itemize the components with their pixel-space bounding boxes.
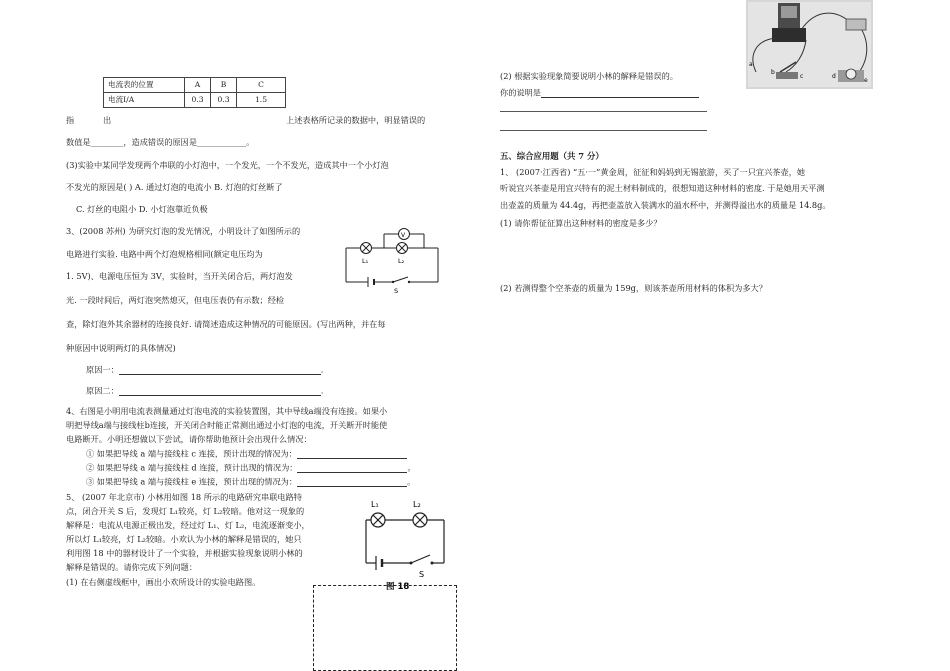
table-cell: B [211, 78, 237, 93]
terminal-c-label: c [800, 73, 804, 80]
terminal-d-label: d [832, 73, 836, 80]
table-row [104, 93, 286, 108]
answer-line[interactable] [119, 365, 321, 375]
r1-line-2: 听说宜兴茶壶是用宜兴特有的泥土材料制成的，很想知道这种材料的密度. 于是她用天平测 [500, 183, 825, 193]
drawing-box[interactable] [313, 585, 457, 671]
q3-line-2: 不发光的原因是( ) A. 通过灯泡的电流小 B. 灯泡的灯丝断了 [66, 182, 283, 192]
answer-line[interactable] [500, 130, 707, 131]
text-chu: 出 [103, 115, 112, 125]
q2-line-1: (2) 根据实验现象简要说明小林的解释是错误的。 [500, 71, 678, 81]
answer-line[interactable] [297, 449, 407, 459]
section-5-title: 五、综合应用题（共 7 分） [500, 151, 604, 161]
reason-1: 原因一： . [86, 364, 324, 375]
circuit-figure-voltmeter [340, 228, 444, 294]
terminal-b-label: b [771, 69, 775, 76]
p3-line-3: 1. 5V)、电源电压恒为 3V，实验时，当开关闭合后，两灯泡发 [66, 271, 293, 281]
text-zhi: 指 [66, 115, 75, 125]
fig18-switch-label: S [419, 570, 425, 579]
q3-line-3: C. 灯丝的电阻小 D. 小灯泡靠近负极 [76, 204, 208, 214]
text-table-tail: 上述表格所记录的数据中，明显错误的 [286, 115, 426, 125]
r1-line-3: 出壶盖的质量为 44.4g，再把壶盖放入装满水的溢水杯中，并测得溢出水的质量是 14.8g。 [500, 200, 831, 210]
r1-line-1: 1、 (2007·江西省) “五·一”黄金周，征征和妈妈到无锡旅游，买了一只宜兴茶壶，她 [500, 167, 806, 177]
reason-2-label: 原因二： [86, 385, 119, 396]
p4-item-2-text: ② 如果把导线 a 端与接线柱 d 连接，预计出现的情况为： [86, 462, 298, 473]
table-cell: 电流表的位置 [104, 78, 185, 93]
apparatus-photo [746, 0, 873, 89]
q2-line-2 [500, 88, 699, 98]
current-table [103, 77, 286, 108]
table-cell: 0.3 [211, 93, 237, 108]
q3-line-1: (3)实验中某同学发现两个串联的小灯泡中，一个发光，一个不发光，造成其中一个小灯泡 [66, 160, 389, 170]
p3-line-1: 3、(2008 苏州) 为研究灯泡的发光情况，小明设计了如图所示的 [66, 226, 301, 236]
p5-line-1: 5、 (2007 年北京市) 小林用如图 18 所示的电路研究串联电路特 [66, 492, 302, 502]
table-cell: C [237, 78, 286, 93]
p4-item-2: ② 如果把导线 a 端与接线柱 d 连接，预计出现的情况为： 。 [86, 462, 416, 473]
lamp-l1-label: L₁ [362, 257, 369, 265]
p5-line-4: 所以灯 L₁较亮，灯 L₂较暗。小欢认为小林的解释是错误的，她只 [66, 534, 302, 544]
terminal-e-label: e [864, 77, 868, 84]
p3-line-2: 电路进行实验. 电路中两个灯泡规格相同(额定电压均为 [66, 249, 263, 259]
p4-item-3-text: ③ 如果把导线 a 端与接线柱 e 连接，预计出现的情况为： [86, 476, 298, 487]
answer-line[interactable] [297, 477, 407, 487]
table-cell: A [185, 78, 211, 93]
p5-line-7: (1) 在右侧虚线框中，画出小欢所设计的实验电路图。 [66, 577, 261, 587]
fig18-l1-label: L₁ [371, 500, 379, 509]
lamp-l2-label: L₂ [398, 257, 405, 265]
switch-label: S [394, 287, 399, 294]
p4-item-1-text: ① 如果把导线 a 端与接线柱 c 连接，预计出现的情况为： [86, 448, 297, 459]
table-row [104, 78, 286, 93]
text-error-value: 数值是________，造成错误的原因是____________。 [66, 137, 255, 147]
fig18-l2-label: L₂ [413, 500, 421, 509]
p5-line-6: 解释是错误的。请你完成下列问题： [66, 562, 198, 572]
reason-2: 原因二： . [86, 385, 324, 396]
circuit-figure-18 [356, 497, 456, 593]
p5-line-2: 点，闭合开关 S 后，发现灯 L₁较亮，灯 L₂较暗。他对这一现象的 [66, 506, 305, 516]
q2-prompt: 你的说明是 [500, 87, 541, 98]
r1-question-1: (1) 请你帮征征算出这种材料的密度是多少？ [500, 218, 662, 228]
p5-line-5: 利用图 18 中的器材设计了一个实验，并根据实验现象说明小林的 [66, 548, 303, 558]
p3-line-5: 查，除灯泡外其余器材的连接良好. 请简述造成这种情况的可能原因。(写出两种，并在每 [66, 319, 386, 329]
fig18-caption: 图 18 [386, 582, 410, 592]
p4-line-2: 明把导线a端与接线柱b连接，开关闭合时能正常测出通过小灯泡的电流，开关断开时能使 [66, 420, 388, 430]
reason-1-label: 原因一： [86, 364, 119, 375]
r1-question-2: (2) 若测得整个空茶壶的质量为 159g，则该茶壶所用材料的体积为多大？ [500, 283, 767, 293]
table-cell: 电流I/A [104, 93, 185, 108]
answer-line[interactable] [297, 463, 407, 473]
p4-line-3: 电路断开。小明还想做以下尝试，请你帮助他预计会出现什么情况： [66, 434, 312, 444]
p4-line-1: 4、右图是小明用电流表测量通过灯泡电流的实验装置图，其中导线a端没有连接。如果小 [66, 406, 388, 416]
p4-item-3: ③ 如果把导线 a 端与接线柱 e 连接，预计出现的情况为： 。 [86, 476, 416, 487]
terminal-a-label: a [749, 61, 753, 68]
p3-line-6: 种原因中说明两灯的具体情况) [66, 343, 176, 353]
p4-item-1 [86, 449, 407, 459]
p5-line-3: 解释是：电流从电源正极出发，经过灯 L₁、灯 L₂，电流逐渐变小， [66, 520, 310, 530]
voltmeter-label: V [401, 232, 406, 239]
answer-line[interactable] [541, 88, 699, 98]
answer-line[interactable] [500, 111, 707, 112]
table-cell: 0.3 [185, 93, 211, 108]
answer-line[interactable] [119, 386, 321, 396]
table-cell: 1.5 [237, 93, 286, 108]
p3-line-4: 光. 一段时间后，两灯泡突然熄灭，但电压表仍有示数；经检 [66, 295, 285, 305]
